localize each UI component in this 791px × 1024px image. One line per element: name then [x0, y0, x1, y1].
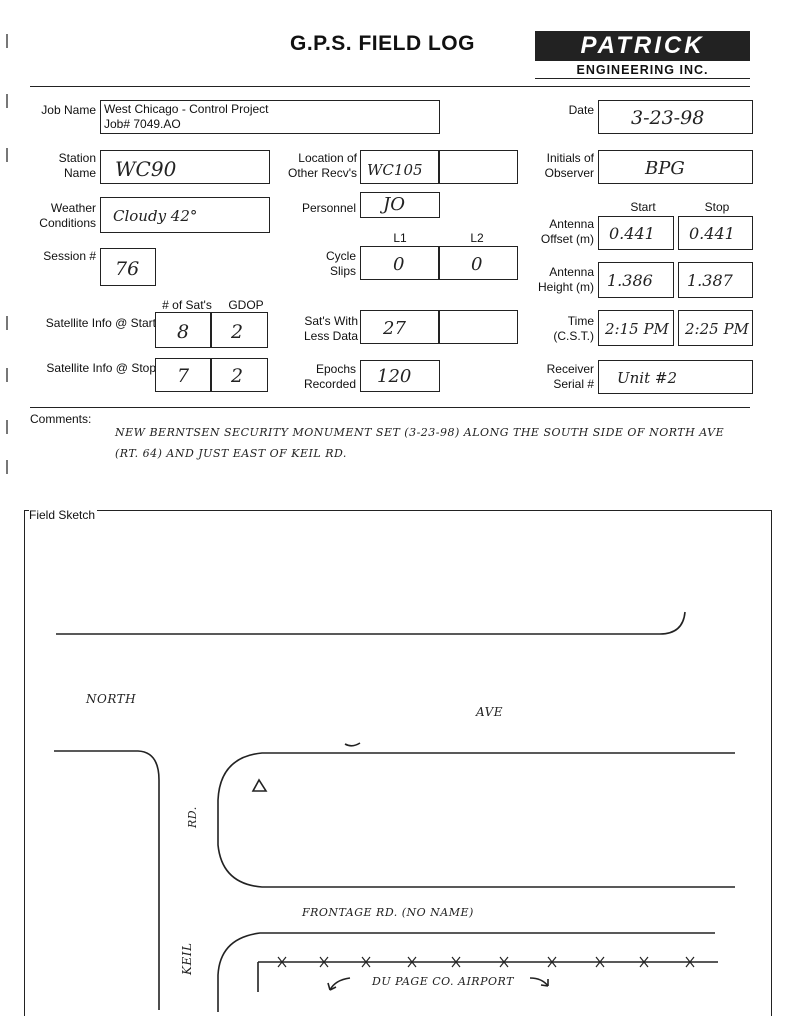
cycle-slips-l1-value: 0: [393, 254, 405, 275]
antenna-height-start-value: 1.386: [607, 271, 653, 290]
sats-less-label-2: Less Data: [303, 329, 358, 343]
l1-header: L1: [393, 231, 407, 245]
session-value: 76: [115, 258, 140, 280]
initials-label-1: Initials of: [546, 151, 594, 165]
monument-triangle-icon: [253, 780, 266, 791]
date-value: 3-23-98: [631, 107, 705, 129]
frontage-road-label: FRONTAGE RD. (NO NAME): [302, 906, 474, 919]
antenna-offset-stop-value: 0.441: [689, 224, 735, 243]
antenna-height-stop-value: 1.387: [687, 271, 733, 290]
sat-info-start-label: Satellite Info @ Start: [45, 316, 156, 330]
company-logo-subtitle: ENGINEERING INC.: [535, 63, 750, 77]
initials-value: BPG: [645, 158, 685, 179]
time-label-1: Time: [567, 314, 594, 328]
station-label-2: Name: [63, 166, 96, 180]
north-ave-south-edge-west: [54, 751, 159, 1010]
num-sats-header: # of Sat's: [162, 298, 212, 312]
stop-sats-value: 7: [177, 365, 190, 387]
epochs-value: 120: [377, 366, 412, 387]
other-recv-value: WC105: [367, 161, 423, 179]
weather-value: Cloudy 42°: [113, 207, 198, 225]
time-start-value: 2:15 PM: [605, 320, 669, 338]
north-ave-south-edge-east: [218, 753, 735, 887]
job-name-label: Job Name: [41, 103, 96, 117]
antenna-height-label-2: Height (m): [537, 280, 594, 294]
antenna-offset-label-1: Antenna: [549, 217, 594, 231]
stop-gdop-value: 2: [231, 365, 244, 387]
personnel-value: JO: [383, 194, 405, 215]
stop-header: Stop: [704, 200, 730, 214]
cycle-slips-label-1: Cycle: [325, 249, 356, 263]
comments-line-2: (RT. 64) AND JUST EAST OF KEIL RD.: [115, 447, 347, 460]
sat-info-stop-label: Satellite Info @ Stop: [46, 361, 156, 375]
company-logo: PATRICK: [535, 31, 750, 61]
airport-arrow-right-icon: [530, 978, 548, 986]
epochs-label-1: Epochs: [315, 362, 356, 376]
cycle-slips-label-2: Slips: [329, 264, 356, 278]
job-name-value: West Chicago - Control Project: [104, 102, 269, 116]
antenna-offset-start-value: 0.441: [609, 224, 655, 243]
north-ave-north-edge: [56, 612, 685, 634]
north-label: NORTH: [86, 692, 137, 706]
station-label-1: Station: [58, 151, 96, 165]
sketch-mark: [345, 743, 360, 746]
start-sats-value: 8: [177, 321, 190, 343]
epochs-label-2: Recorded: [303, 377, 356, 391]
time-stop-value: 2:25 PM: [685, 320, 749, 338]
initials-label-2: Observer: [544, 166, 594, 180]
personnel-label: Personnel: [301, 201, 356, 215]
start-gdop-value: 2: [231, 321, 244, 343]
cycle-slips-l2-value: 0: [471, 254, 483, 275]
antenna-height-label-1: Antenna: [549, 265, 594, 279]
comments-line-1: NEW BERNTSEN SECURITY MONUMENT SET (3-23-98) ALONG THE SOUTH SIDE OF NORTH AVE: [115, 426, 725, 439]
keil-label: KEIL: [180, 942, 194, 975]
comments-label: Comments:: [30, 412, 92, 426]
ave-label: AVE: [476, 705, 503, 719]
start-header: Start: [630, 200, 656, 214]
station-name-value: WC90: [115, 157, 177, 181]
form-title: G.P.S. FIELD LOG: [290, 32, 475, 55]
weather-label-1: Weather: [50, 201, 96, 215]
l2-header: L2: [470, 231, 484, 245]
weather-label-2: Conditions: [39, 216, 96, 230]
receiver-label-2: Serial #: [553, 377, 594, 391]
gdop-header: GDOP: [228, 298, 264, 312]
airport-label: DU PAGE CO. AIRPORT: [372, 975, 514, 988]
location-label-1: Location of: [298, 151, 357, 165]
rd-label: RD.: [186, 806, 199, 828]
receiver-serial-value: Unit #2: [617, 369, 678, 387]
receiver-label-1: Receiver: [546, 362, 594, 376]
frontage-rd-south-edge: [218, 933, 715, 1012]
location-label-2: Other Recv's: [288, 166, 357, 180]
job-number-value: Job# 7049.AO: [104, 117, 181, 131]
time-label-2: (C.S.T.): [553, 329, 594, 343]
sats-less-label-1: Sat's With: [304, 314, 358, 328]
session-label: Session #: [43, 249, 96, 263]
sats-less-data-value: 27: [383, 318, 406, 339]
date-label: Date: [568, 103, 594, 117]
antenna-offset-label-2: Offset (m): [540, 232, 594, 246]
field-sketch-label: Field Sketch: [29, 508, 96, 522]
